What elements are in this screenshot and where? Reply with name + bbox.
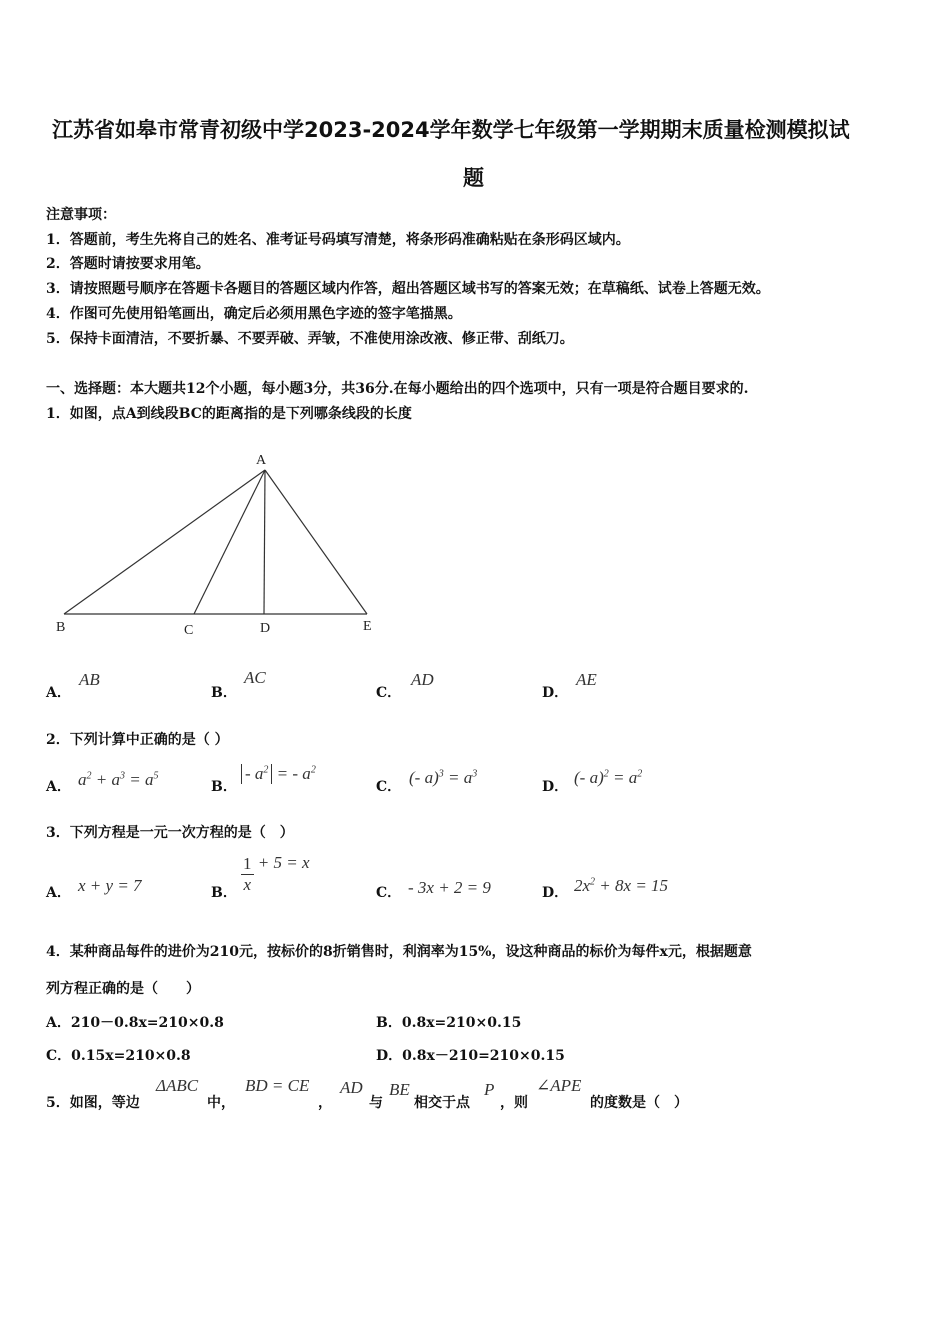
question-5-stem-5: 相交于点 bbox=[414, 1095, 470, 1111]
q3-option-a-letter: A． bbox=[46, 885, 71, 901]
label-e: E bbox=[363, 619, 372, 634]
question-4-stem: 4．某种商品每件的进价为210元，按标价的8折销售时，利润率为15%，设这种商品的标价为每件x元，根据题意 bbox=[46, 944, 752, 960]
q2-option-d: (- $a)^2 = a^2$ bbox=[574, 768, 643, 787]
note-item: 1．答题前，考生先将自己的姓名、准考证号码填写清楚，将条形码准确粘贴在条形码区域内。 bbox=[46, 232, 630, 248]
note-item: 4．作图可先使用铅笔画出，确定后必须用黑色字迹的签字笔描黑。 bbox=[46, 306, 462, 322]
page-title-continued: 题 bbox=[463, 166, 484, 190]
question-1-stem: 1．如图，点A到线段BC的距离指的是下列哪条线段的长度 bbox=[46, 406, 412, 422]
triangle-figure bbox=[50, 446, 390, 646]
q2-option-a: $a^2 + a^3 = a^5$ bbox=[78, 770, 159, 789]
q4-option-b: B．0.8x=210×0.15 bbox=[376, 1015, 522, 1031]
question-5-stem-3: ， bbox=[318, 1095, 332, 1111]
label-c: C bbox=[184, 623, 194, 638]
q5-math-be: BE bbox=[389, 1080, 410, 1099]
q1-option-c-letter: C． bbox=[376, 685, 402, 701]
page-title: 江苏省如皋市常青初级中学2023-2024学年数学七年级第一学期期末质量检测模拟试 bbox=[52, 118, 850, 142]
segment-ad bbox=[264, 470, 265, 614]
q4-option-c: C．0.15x=210×0.8 bbox=[46, 1048, 191, 1064]
q2-option-c-letter: C． bbox=[376, 779, 402, 795]
q5-math-equal-segments: BD = CE bbox=[245, 1076, 310, 1095]
question-5-stem-4: 与 bbox=[369, 1095, 383, 1111]
q1-option-a: AB bbox=[79, 670, 100, 689]
q2-option-d-letter: D． bbox=[542, 779, 569, 795]
label-b: B bbox=[56, 620, 66, 635]
q3-option-b: $\frac{1}{x}$ + 5 = x bbox=[243, 852, 310, 894]
q1-option-b-letter: B． bbox=[211, 685, 237, 701]
q5-math-triangle: ΔABC bbox=[156, 1076, 199, 1095]
q2-option-b-letter: B． bbox=[211, 779, 237, 795]
q4-option-a: A．210－0.8x=210×0.8 bbox=[46, 1015, 224, 1031]
label-a: A bbox=[256, 453, 267, 468]
notes-heading: 注意事项： bbox=[46, 207, 116, 223]
q3-option-c: - 3x + 2 = 9 bbox=[408, 878, 491, 897]
segment-ae bbox=[265, 470, 367, 614]
q5-math-ad: AD bbox=[340, 1078, 363, 1097]
label-d: D bbox=[260, 621, 271, 636]
section-heading: 一、选择题：本大题共12个小题，每小题3分，共36分.在每小题给出的四个选项中，只有一项是符合题目要求的. bbox=[46, 381, 749, 397]
q1-option-d: AE bbox=[576, 670, 597, 689]
note-item: 3．请按照题号顺序在答题卡各题目的答题区域内作答，超出答题区域书写的答案无效；在草稿纸、试卷上答题无效。 bbox=[46, 281, 770, 297]
q3-option-a: x + y = 7 bbox=[78, 876, 142, 895]
q3-option-d-letter: D． bbox=[542, 885, 569, 901]
segment-ab bbox=[64, 470, 265, 614]
question-3-stem: 3．下列方程是一元一次方程的是（ ） bbox=[46, 825, 294, 841]
q2-option-b: - $a^2$ = - $a^2$ bbox=[241, 764, 316, 784]
q1-option-c: AD bbox=[411, 670, 434, 689]
q2-option-c: (- $a)^3 = a^3$ bbox=[409, 768, 478, 787]
q3-option-d: $2x^2 + 8x = 15$ bbox=[574, 876, 669, 895]
q5-math-angle: ∠APE bbox=[536, 1076, 582, 1095]
question-5-stem-1: 5．如图，等边 bbox=[46, 1095, 140, 1111]
question-2-stem: 2．下列计算中正确的是（ ） bbox=[46, 732, 229, 748]
note-item: 5．保持卡面清洁，不要折暴、不要弄破、弄皱，不准使用涂改液、修正带、刮纸刀。 bbox=[46, 331, 574, 347]
note-item: 2．答题时请按要求用笔。 bbox=[46, 256, 210, 272]
q4-option-d: D．0.8x－210=210×0.15 bbox=[376, 1048, 565, 1064]
q1-option-d-letter: D． bbox=[542, 685, 569, 701]
q1-option-a-letter: A． bbox=[46, 685, 71, 701]
question-4-stem-continued: 列方程正确的是（ ） bbox=[46, 981, 200, 997]
q2-option-a-letter: A． bbox=[46, 779, 71, 795]
segment-ac bbox=[194, 470, 265, 614]
q1-option-b: AC bbox=[244, 668, 266, 687]
q3-option-c-letter: C． bbox=[376, 885, 402, 901]
question-5-stem-2: 中， bbox=[207, 1095, 235, 1111]
question-5-stem-6: ，则 bbox=[500, 1095, 528, 1111]
q3-option-b-letter: B． bbox=[211, 885, 237, 901]
q5-math-p: P bbox=[484, 1080, 495, 1099]
question-5-stem-7: 的度数是（ ） bbox=[590, 1095, 688, 1111]
